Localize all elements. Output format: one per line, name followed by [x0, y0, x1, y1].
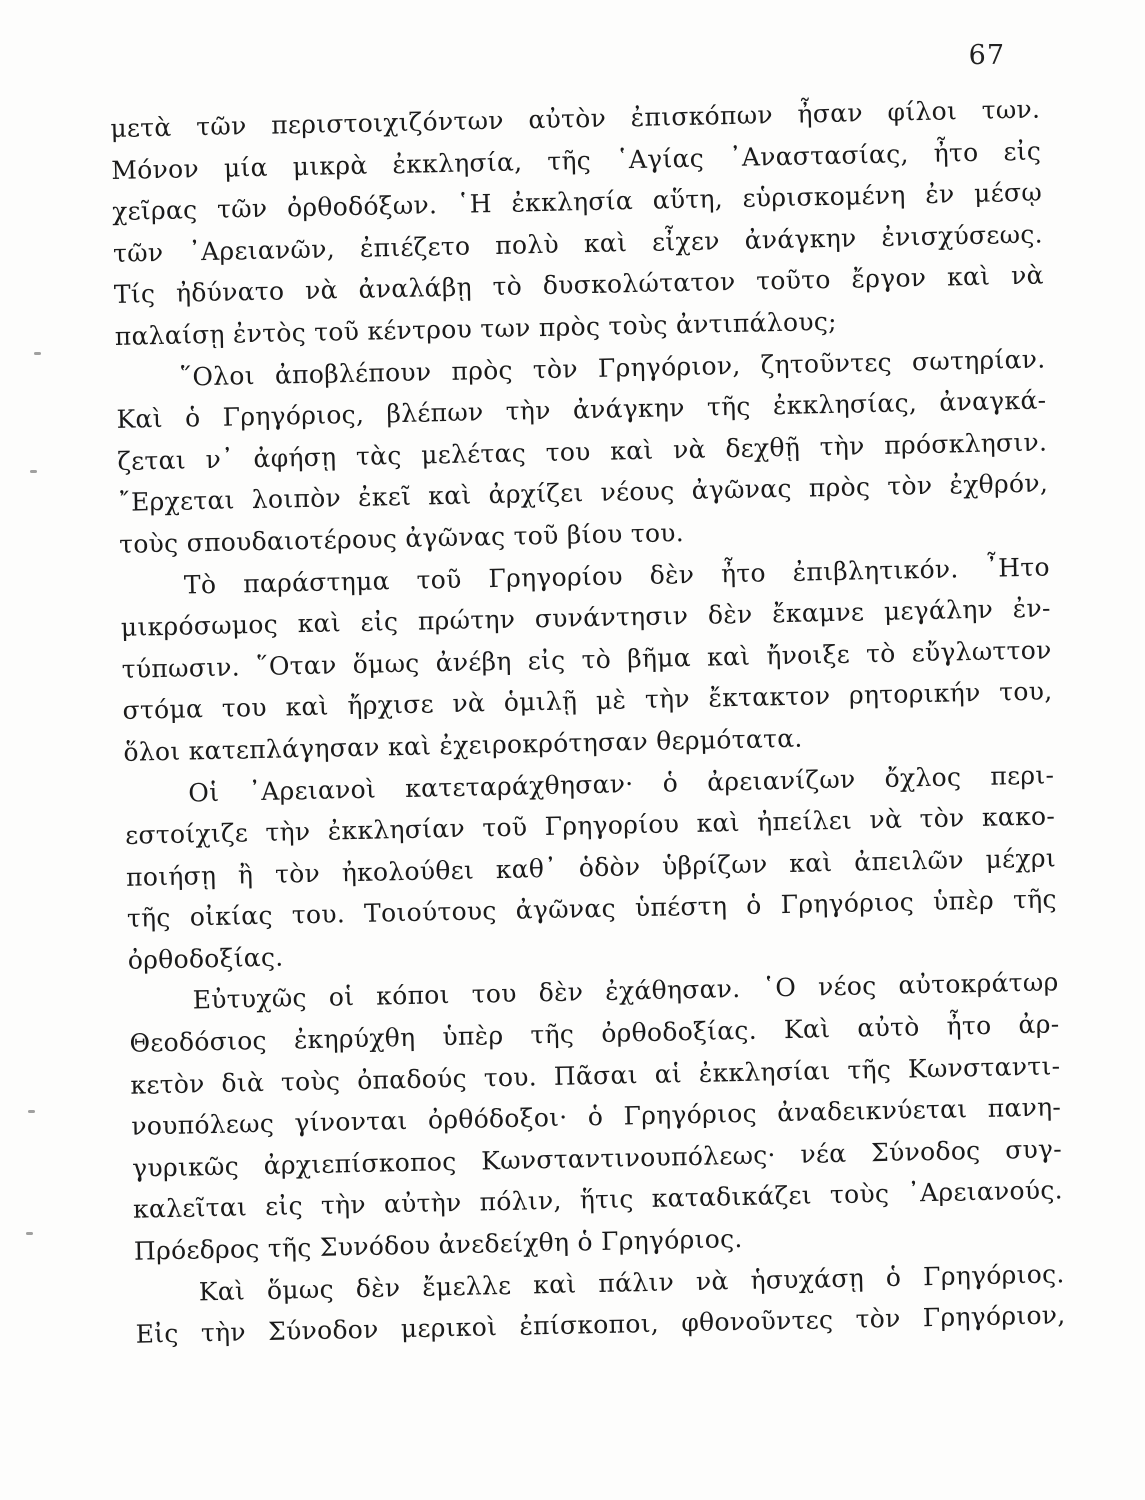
text-line: μικρόσωμος καὶ εἰς πρώτην συνάντησιν δὲν ἔκαμνε μεγάλην ἐν- — [120, 593, 1051, 643]
text-line: Τίς ἠδύνατο νὰ ἀναλάβῃ τὸ δυσκολώτατον τοῦτο ἔργον καὶ νὰ — [113, 260, 1045, 310]
text-line: ὀρθοδοξίας. — [127, 942, 284, 975]
text-line: Τὸ παράστημα τοῦ Γρηγορίου δὲν ἦτο ἐπιβλητικόν. ῏Ητο — [183, 551, 1051, 600]
text-line: χεῖρας τῶν ὀρθοδόξων. ῾Η ἐκκλησία αὕτη, εὑρισκομένη ἐν μέσῳ — [111, 177, 1043, 227]
text-line: εστοίχιζε τὴν ἐκκλησίαν τοῦ Γρηγορίου καὶ ἠπείλει νὰ τὸν κακο- — [124, 801, 1056, 850]
text-line: Καὶ ὅμως δὲν ἔμελλε καὶ πάλιν νὰ ἡσυχάσῃ ὁ Γρηγόριος. — [198, 1258, 1065, 1307]
text-line: τύπωσιν. ῞Οταν ὅμως ἀνέβη εἰς τὸ βῆμα καὶ ἤνοιξε τὸ εὔγλωττον — [121, 635, 1052, 684]
text-line: Καὶ ὁ Γρηγόριος, βλέπων τὴν ἀνάγκην τῆς ἐκκλησίας, ἀναγκά- — [116, 385, 1047, 435]
page-number: 67 — [968, 40, 1005, 71]
text-line: Εἰς τὴν Σύνοδον μερικοὶ ἐπίσκοποι, φθονοῦντες τὸν Γρηγόριον, — [135, 1300, 1066, 1349]
text-line: τῆς οἰκίας του. Τοιούτους ἀγῶνας ὑπέστη ὁ Γρηγόριος ὑπὲρ τῆς — [126, 884, 1058, 934]
text-line: ὅλοι κατεπλάγησαν καὶ ἐχειροκρότησαν θερμότατα. — [123, 723, 803, 767]
text-line: καλεῖται εἰς τὴν αὐτὴν πόλιν, ἥτις καταδικάζει τοὺς ᾿Αρειανούς. — [132, 1175, 1064, 1225]
text-line: Πρόεδρος τῆς Συνόδου ἀνεδείχθη ὁ Γρηγόριος. — [133, 1224, 743, 1266]
text-line: Οἱ ᾿Αρειανοὶ κατεταράχθησαν· ὁ ἀρειανίζων ὄχλος περι- — [188, 759, 1055, 808]
text-line: τοὺς σπουδαιοτέρους ἀγῶνας τοῦ βίου του. — [118, 518, 685, 559]
text-line: Θεοδόσιος ἐκηρύχθη ὑπὲρ τῆς ὀρθοδοξίας. Καὶ αὐτὸ ἦτο ἀρ- — [129, 1009, 1060, 1058]
text-line: τῶν ᾿Αρειανῶν, ἐπιέζετο πολὺ καὶ εἶχεν ἀνάγκην ἐνισχύσεως. — [112, 219, 1044, 268]
text-line: κετὸν διὰ τοὺς ὀπαδούς του. Πᾶσαι αἱ ἐκκλησίαι τῆς Κωνσταντι- — [130, 1050, 1061, 1100]
margin-speck — [28, 1110, 35, 1113]
text-line: Μόνον μία μικρὰ ἐκκλησία, τῆς ῾Αγίας ᾿Αναστασίας, ἦτο εἰς — [110, 136, 1042, 185]
text-line: ῞Ολοι ἀποβλέπουν πρὸς τὸν Γρηγόριον, ζητοῦντες σωτηρίαν. — [179, 344, 1046, 392]
text-line: ῎Ερχεται λοιπὸν ἐκεῖ καὶ ἀρχίζει νέους ἀγῶνας πρὸς τὸν ἐχθρόν, — [117, 468, 1049, 518]
text-line: στόμα του καὶ ἤρχισε νὰ ὁμιλῇ μὲ τὴν ἔκτακτον ρητορικήν του, — [122, 676, 1053, 726]
body-text — [110, 89, 1066, 1356]
margin-speck — [26, 1232, 33, 1235]
text-line: ζεται ν᾿ ἀφήσῃ τὰς μελέτας του καὶ νὰ δεχθῇ τὴν πρόσκλησιν. — [117, 427, 1048, 476]
text-line: παλαίσῃ ἐντὸς τοῦ κέντρου των πρὸς τοὺς ἀντιπάλους; — [114, 306, 838, 351]
text-line: γυρικῶς ἀρχιεπίσκοπος Κωνσταντινουπόλεως· νέα Σύνοδος συγ- — [131, 1134, 1063, 1183]
text-line: Εὐτυχῶς οἱ κόποι του δὲν ἐχάθησαν. ῾Ο νέος αὐτοκράτωρ — [192, 967, 1059, 1015]
text-line: μετὰ τῶν περιστοιχιζόντων αὐτὸν ἐπισκόπων ἦσαν φίλοι των. — [110, 94, 1041, 143]
text-line: ποιήσῃ ἢ τὸν ἠκολούθει καθ᾿ ὁδὸν ὑβρίζων καὶ ἀπειλῶν μέχρι — [125, 843, 1057, 892]
margin-speck — [30, 470, 37, 473]
margin-speck — [34, 352, 41, 355]
text-line: νουπόλεως γίνονται ὀρθόδοξοι· ὁ Γρηγόριος ἀναδεικνύεται πανη- — [131, 1092, 1062, 1142]
